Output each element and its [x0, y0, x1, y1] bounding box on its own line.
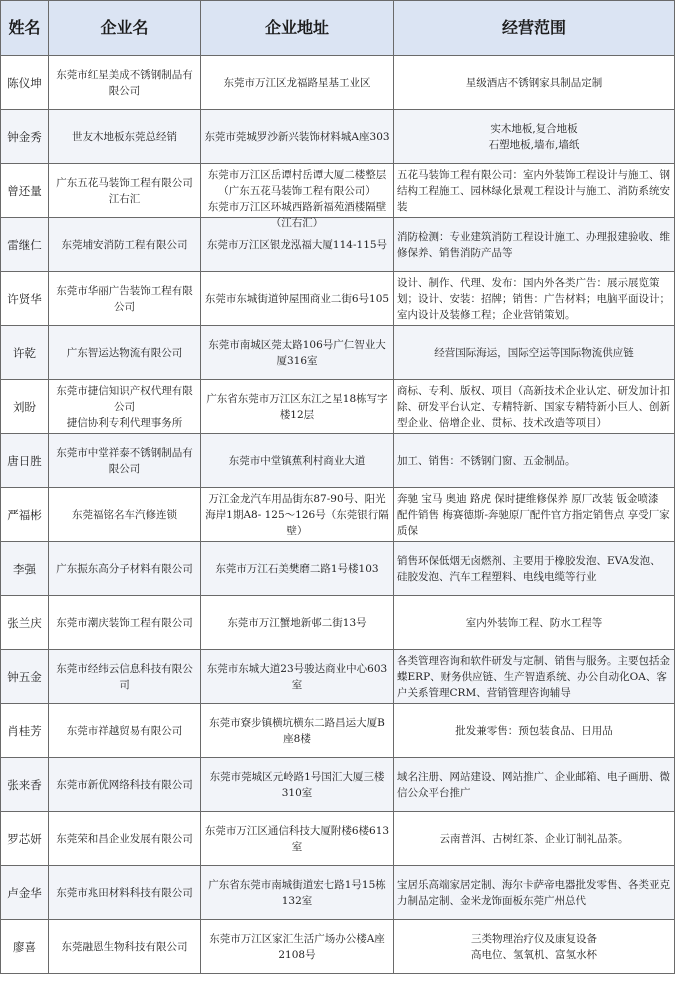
address-cell: 东莞市莞城区元岭路1号国汇大厦三楼310室	[201, 758, 394, 812]
address-cell: 广东省东莞市万江区东江之星18栋写字楼12层	[201, 380, 394, 434]
company-cell: 东莞市中堂祥泰不锈钢制品有限公司	[49, 434, 201, 488]
table-row	[1, 920, 675, 974]
address-cell: 东莞市万江蟹地新邨二街13号	[201, 596, 394, 650]
scope-cell: 宝居乐高端家居定制、海尔卡萨帝电器批发零售、各类亚克力制品定制、金米龙饰面板东莞广州总代	[394, 866, 675, 920]
table-row	[1, 110, 675, 164]
header-address: 企业地址	[201, 1, 394, 56]
scope-cell: 室内外装饰工程、防水工程等	[394, 596, 675, 650]
scope-cell: 批发兼零售：预包装食品、日用品	[394, 704, 675, 758]
name-cell: 李强	[1, 542, 49, 596]
scope-cell: 域名注册、网站建设、网站推广、企业邮箱、电子画册、微信公众平台推广	[394, 758, 675, 812]
scope-cell: 设计、制作、代理、发布：国内外各类广告：展示展览策划；设计、安装：招牌；销售：广告材料；电脑平面设计；室内设计及装修工程；企业营销策划。	[394, 272, 675, 326]
table-row	[1, 596, 675, 650]
company-cell: 广东智运达物流有限公司	[49, 326, 201, 380]
scope-cell: 实木地板,复合地板 石塑地板,墙布,墙纸	[394, 110, 675, 164]
address-cell: 东莞市万江区家汇生活广场办公楼A座2108号	[201, 920, 394, 974]
address-cell: 东莞市莞城罗沙新兴装饰材料城A座303	[201, 110, 394, 164]
name-cell: 廖喜	[1, 920, 49, 974]
company-cell: 世友木地板东莞总经销	[49, 110, 201, 164]
company-cell: 东莞埔安消防工程有限公司	[49, 218, 201, 272]
name-cell: 钟五金	[1, 650, 49, 704]
company-cell: 东莞市兆田材料科技有限公司	[49, 866, 201, 920]
address-cell: 东莞市万江区龙福路星基工业区	[201, 56, 394, 110]
scope-cell: 五花马装饰工程有限公司：室内外装饰工程设计与施工、钢结构工程施工、园林绿化景观工程设计与施工、消防系统安装	[394, 164, 675, 218]
company-cell: 东莞市红星美成不锈钢制品有限公司	[49, 56, 201, 110]
name-cell: 许乾	[1, 326, 49, 380]
scope-cell: 各类管理咨询和软件研发与定制、销售与服务。主要包括金蝶ERP、财务供应链、生产智造系统、办公自动化OA、客户关系管理CRM、营销管理咨询辅导	[394, 650, 675, 704]
company-cell: 东莞市祥越贸易有限公司	[49, 704, 201, 758]
table-row	[1, 812, 675, 866]
address-cell: 东莞市万江区通信科技大厦附楼6楼613室	[201, 812, 394, 866]
table-row	[1, 164, 675, 218]
scope-cell: 消防检测：专业建筑消防工程设计施工、办理报建验收、维修保养、销售消防产品等	[394, 218, 675, 272]
company-cell: 东莞市华丽广告装饰工程有限公司	[49, 272, 201, 326]
table-row	[1, 650, 675, 704]
header-row	[1, 1, 675, 56]
company-cell: 东莞市经纬云信息科技有限公司	[49, 650, 201, 704]
name-cell: 陈仪坤	[1, 56, 49, 110]
company-cell: 东莞市潮庆装饰工程有限公司	[49, 596, 201, 650]
table-row	[1, 704, 675, 758]
address-cell: 万江金龙汽车用品街东87-90号、阳光海岸1期A8- 125～126号（东莞银行隔壁）	[201, 488, 394, 542]
table-row	[1, 326, 675, 380]
table-row	[1, 866, 675, 920]
table-row	[1, 488, 675, 542]
address-cell: 广东省东莞市南城街道宏七路1号15栋132室	[201, 866, 394, 920]
table-row	[1, 272, 675, 326]
table-row	[1, 380, 675, 434]
company-cell: 东莞市新优网络科技有限公司	[49, 758, 201, 812]
address-cell: 东莞市万江石美樊磨二路1号楼103	[201, 542, 394, 596]
address-cell: 东莞市寮步镇横坑横东二路昌运大厦B座8楼	[201, 704, 394, 758]
name-cell: 曾还量	[1, 164, 49, 218]
table-row	[1, 542, 675, 596]
company-cell: 东莞荣和昌企业发展有限公司	[49, 812, 201, 866]
header-name: 姓名	[1, 1, 49, 56]
company-cell: 广东振东高分子材料有限公司	[49, 542, 201, 596]
table-row	[1, 758, 675, 812]
header-company: 企业名	[49, 1, 201, 56]
company-cell: 广东五花马装饰工程有限公司江右汇	[49, 164, 201, 218]
name-cell: 罗芯妍	[1, 812, 49, 866]
scope-cell: 奔驰 宝马 奥迪 路虎 保时捷维修保养 原厂改装 钣金喷漆 配件销售 梅赛德斯-奔驰原厂配件官方指定销售点 享受厂家质保	[394, 488, 675, 542]
name-cell: 钟金秀	[1, 110, 49, 164]
name-cell: 许贤华	[1, 272, 49, 326]
name-cell: 张兰庆	[1, 596, 49, 650]
company-cell: 东莞福铭名车汽修连锁	[49, 488, 201, 542]
name-cell: 刘盼	[1, 380, 49, 434]
scope-cell: 星级酒店不锈钢家具制品定制	[394, 56, 675, 110]
scope-cell: 加工、销售：不锈钢门窗、五金制品。	[394, 434, 675, 488]
scope-cell: 三类物理治疗仪及康复设备 高电位、氢氧机、富氢水杯	[394, 920, 675, 974]
address-cell: 东莞市万江区岳谭村岳谭大厦二楼整层（广东五花马装饰工程有限公司） 东莞市万江区环城西路新福苑酒楼隔壁（江右汇）	[201, 164, 394, 218]
name-cell: 卢金华	[1, 866, 49, 920]
table-row	[1, 434, 675, 488]
address-cell: 东莞市中堂镇蕉利村商业大道	[201, 434, 394, 488]
scope-cell: 云南普洱、古树红茶、企业订制礼品茶。	[394, 812, 675, 866]
company-cell: 东莞市捷信知识产权代理有限公司 捷信协利专利代理事务所	[49, 380, 201, 434]
name-cell: 雷继仁	[1, 218, 49, 272]
address-cell: 东莞市万江区银龙泓福大厦114-115号	[201, 218, 394, 272]
table-row	[1, 218, 675, 272]
address-cell: 东莞市东城街道钟屋围商业二街6号105	[201, 272, 394, 326]
table-row	[1, 56, 675, 110]
name-cell: 张来香	[1, 758, 49, 812]
scope-cell: 商标、专利、版权、项目（高新技术企业认定、研发加计扣除、研发平台认定、专精特新、国家专精特新小巨人、创新型企业、倍增企业、贯标、技术改造等项目）	[394, 380, 675, 434]
header-scope: 经营范围	[394, 1, 675, 56]
address-cell: 东莞市南城区莞太路106号广仁智业大厦316室	[201, 326, 394, 380]
name-cell: 唐日胜	[1, 434, 49, 488]
name-cell: 肖桂芳	[1, 704, 49, 758]
scope-cell: 经营国际海运，国际空运等国际物流供应链	[394, 326, 675, 380]
scope-cell: 销售环保低烟无卤燃剂、主要用于橡胶发泡、EVA发泡、硅胶发泡、汽车工程塑料、电线电缆等行业	[394, 542, 675, 596]
address-cell: 东莞市东城大道23号骏达商业中心603室	[201, 650, 394, 704]
name-cell: 严福彬	[1, 488, 49, 542]
company-cell: 东莞融恩生物科技有限公司	[49, 920, 201, 974]
